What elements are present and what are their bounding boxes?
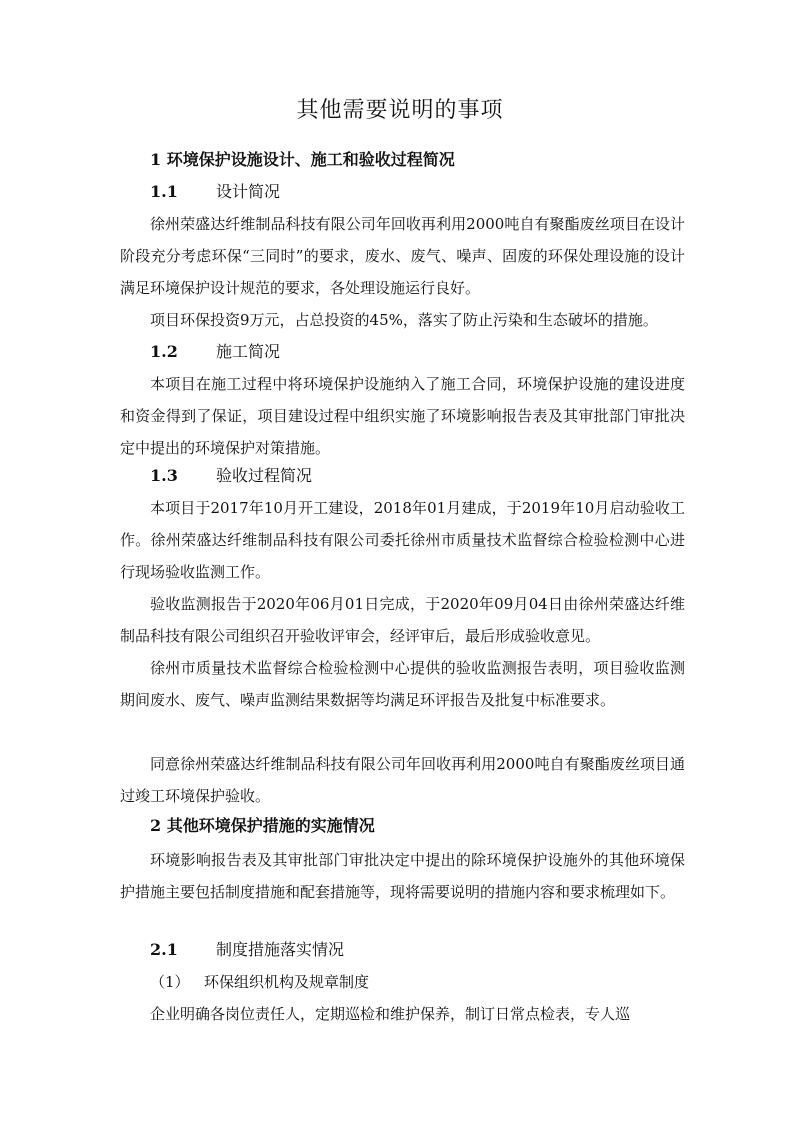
section-title: 施工简况 [216,342,281,361]
paragraph: 本项目于2017年10月开工建设，2018年01月建成，于2019年10月启动验收工作。徐州荣盛达纤维制品科技有限公司委托徐州市质量技术监督综合检验检测中心进行现场验收监测工作。 [120,499,685,581]
section-1-heading: 1 环境保护设施设计、施工和验收过程简况 [150,150,455,169]
section-2-1-heading [150,938,344,962]
section-title: 验收过程简况 [216,466,313,485]
list-item-heading [150,970,369,994]
paragraph: 环境影响报告表及其审批部门审批决定中提出的除环境保护设施外的其他环境保护措施主要包括制度措施和配套措施等，现将需要说明的措施内容和要求梳理如下。 [120,851,685,901]
section-1-2-heading [150,340,280,364]
paragraph: 本项目在施工过程中将环境保护设施纳入了施工合同，环境保护设施的建设进度和资金得到了保证，项目建设过程中组织实施了环境影响报告表及其审批部门审批决定中提出的环境保护对策措施。 [120,375,685,457]
page-title: 其他需要说明的事项 [296,98,504,123]
section-1-3-heading [150,464,312,488]
section-number: 1.3 [150,466,178,485]
section-title: 制度措施落实情况 [216,940,345,959]
section-number: 1.2 [150,342,178,361]
section-1-1-heading [150,180,280,204]
paragraph: 项目环保投资9万元，占总投资的45%，落实了防止污染和生态破坏的措施。 [150,311,658,329]
list-item-number: （1） [150,973,190,991]
section-title: 设计简况 [216,182,281,201]
section-number: 1.1 [150,182,178,201]
paragraph: 同意徐州荣盛达纤维制品科技有限公司年回收再利用2000吨自有聚酯废丝项目通过竣工环境保护验收。 [120,755,685,805]
paragraph: 验收监测报告于2020年06月01日完成，于2020年09月04日由徐州荣盛达纤维制品科技有限公司组织召开验收评审会，经评审后，最后形成验收意见。 [120,595,685,645]
paragraph: 企业明确各岗位责任人，定期巡检和维护保养，制订日常点检表，专人巡 [150,1005,631,1023]
list-item-title: 环保组织机构及规章制度 [204,973,370,991]
section-number: 2.1 [150,940,178,959]
paragraph: 徐州荣盛达纤维制品科技有限公司年回收再利用2000吨自有聚酯废丝项目在设计阶段充分考虑环保“三同时”的要求，废水、废气、噪声、固废的环保处理设施的设计满足环境保护设计规范的要求，各处理设施运行良好。 [120,215,685,297]
paragraph: 徐州市质量技术监督综合检验检测中心提供的验收监测报告表明，项目验收监测期间废水、废气、噪声监测结果数据等均满足环评报告及批复中标准要求。 [120,659,685,709]
section-2-heading: 2 其他环境保护措施的实施情况 [150,816,375,835]
